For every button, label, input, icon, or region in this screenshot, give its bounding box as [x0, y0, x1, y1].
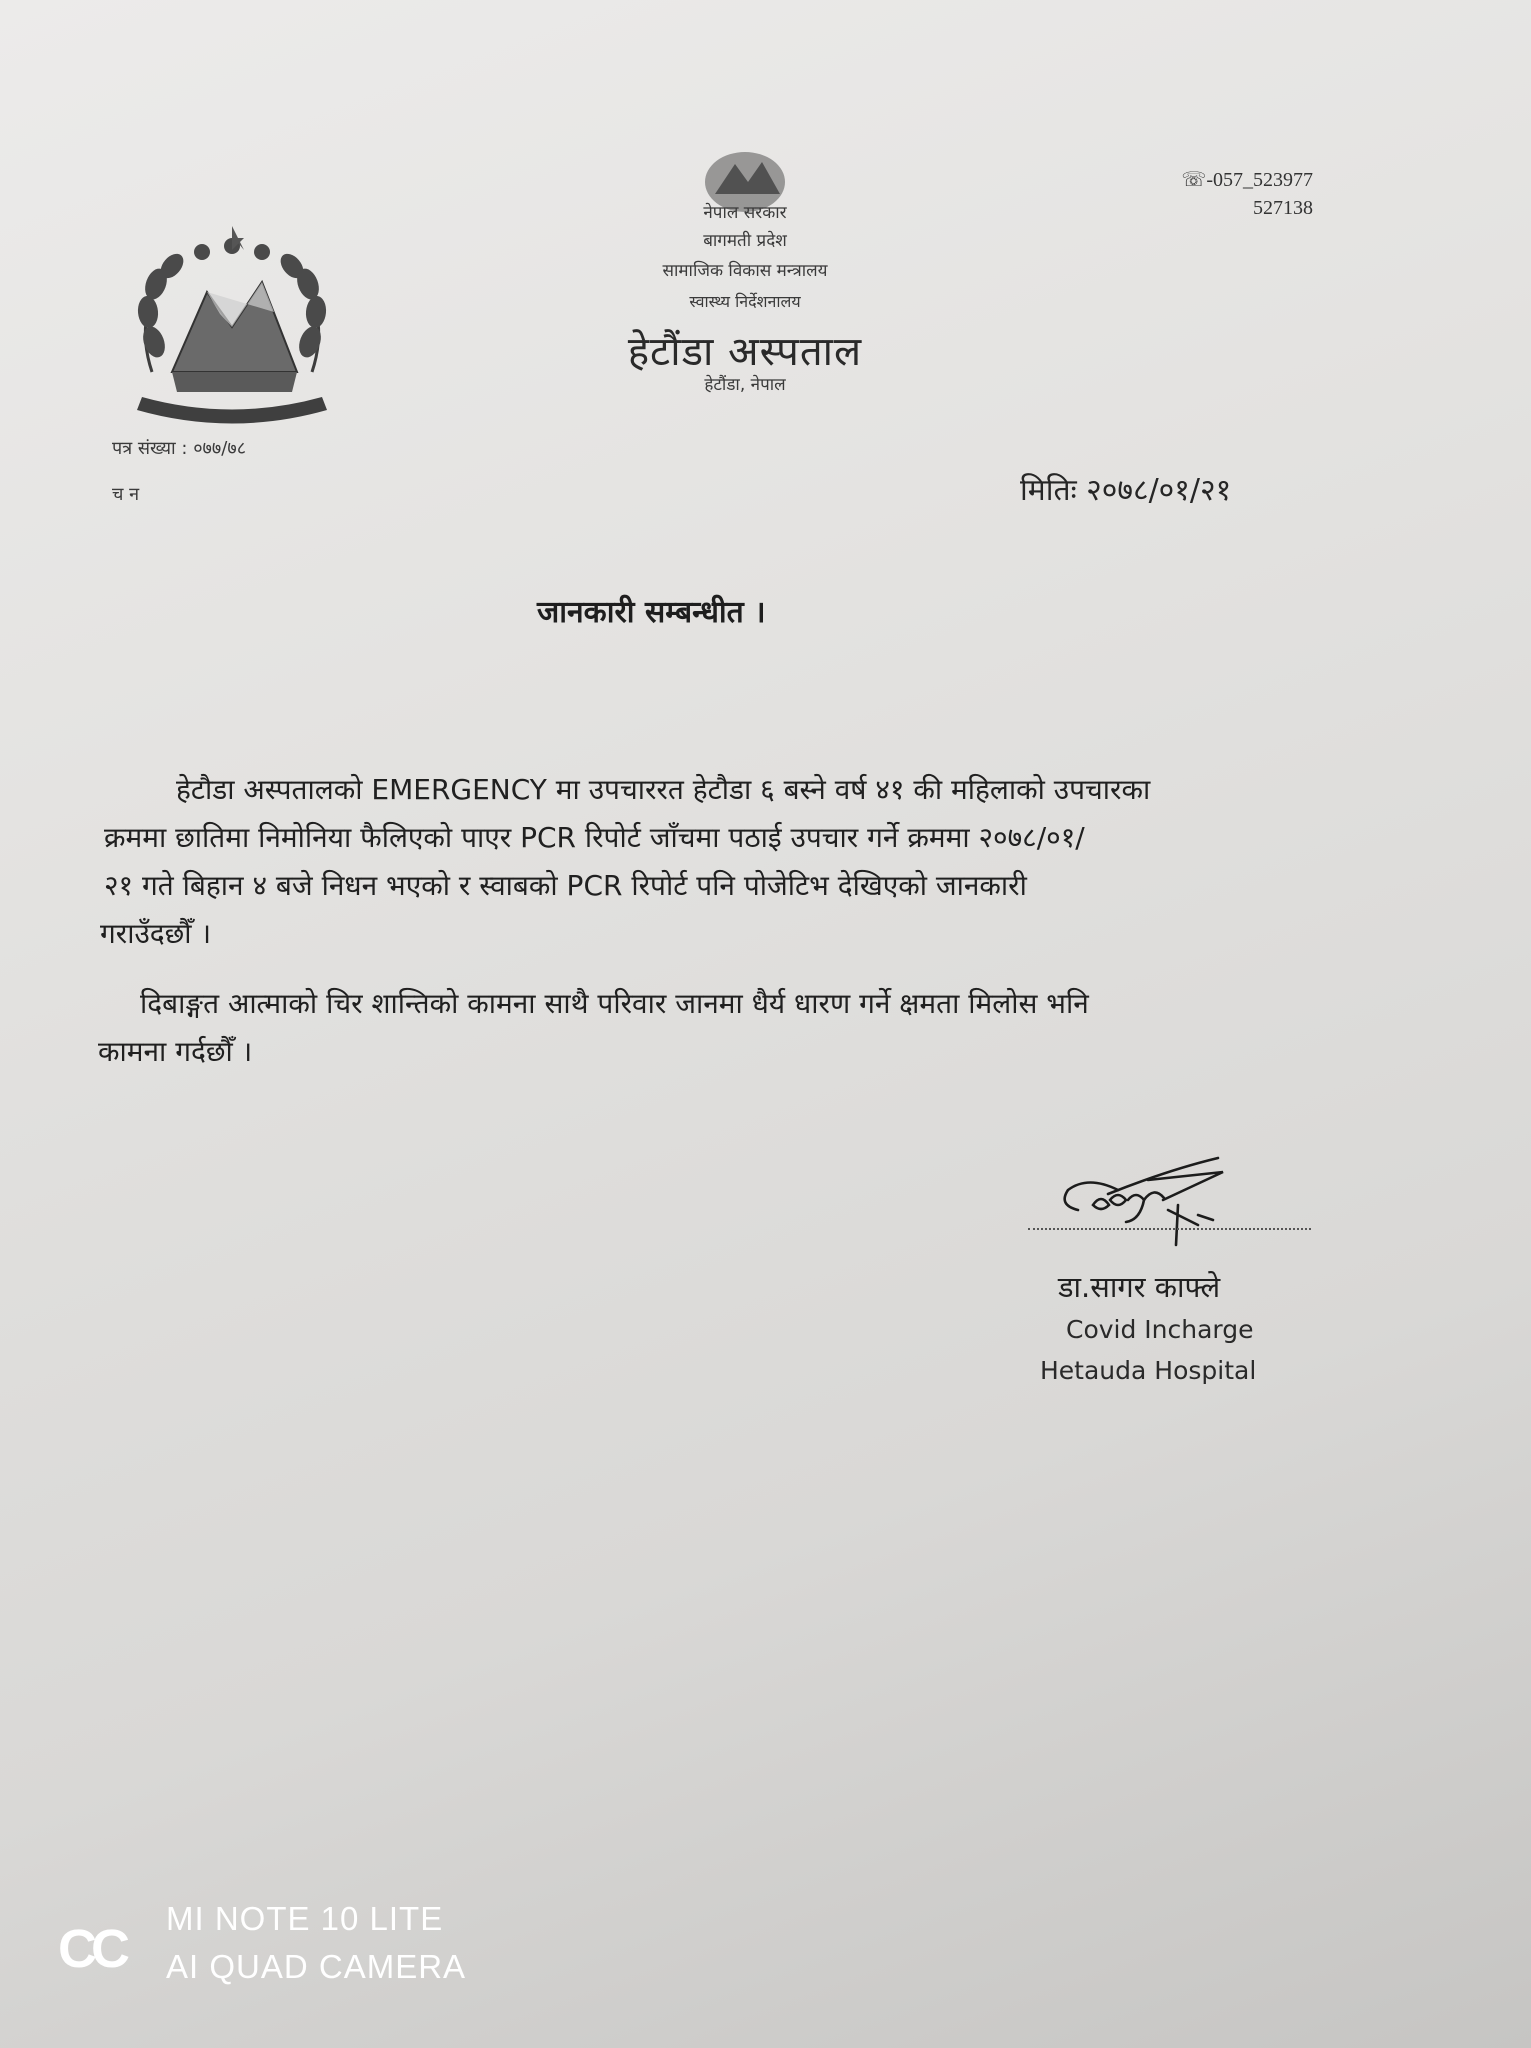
letter-subject: जानकारी सम्बन्धीत ।	[537, 595, 766, 630]
phone-line-1: ☏-057_523977	[1181, 169, 1313, 191]
camera-tagline: AI QUAD CAMERA	[166, 1948, 467, 1985]
letter-date: मितिः २०७८/०१/२१	[1020, 473, 1232, 508]
phone-numbers	[1181, 166, 1313, 222]
handwritten-signature-icon	[1048, 1150, 1238, 1260]
camera-model: MI NOTE 10 LITE	[166, 1900, 444, 1937]
paragraph-2-line-1: दिबाङ्गत आत्माको चिर शान्तिको कामना साथै परिवार जानमा धैर्य धारण गर्ने क्षमता मिलोस भनि	[140, 987, 1089, 1020]
signatory-name: डा.सागर काफ्ले	[1058, 1270, 1221, 1304]
hospital-address: हेटौंडा, नेपाल	[704, 375, 786, 395]
hospital-name: हेटौंडा अस्पताल	[627, 329, 863, 375]
phone-line-2: 527138	[1253, 197, 1313, 219]
reference-number: पत्र संख्या : ०७७/७८	[112, 438, 247, 459]
nepal-emblem-icon	[112, 222, 352, 432]
signatory-role: Covid Incharge	[1066, 1315, 1254, 1344]
signatory-organization: Hetauda Hospital	[1040, 1356, 1257, 1385]
paragraph-1-line-2: क्रममा छातिमा निमोनिया फैलिएको पाएर PCR रिपोर्ट जाँचमा पठाई उपचार गर्ने क्रममा २०७८/०१/	[104, 821, 1085, 854]
seal-line-4: स्वास्थ्य निर्देशनालय	[689, 292, 801, 311]
paragraph-1-line-4: गराउँदछौँ ।	[100, 917, 212, 950]
seal-line-2: बागमती प्रदेश	[703, 231, 787, 251]
signature-line	[1028, 1228, 1311, 1230]
paragraph-1-line-3: २१ गते बिहान ४ बजे निधन भएको र स्वाबको PCR रिपोर्ट पनि पोजेटिभ देखिएको जानकारी	[104, 869, 1027, 902]
camera-logo: CC	[58, 1919, 124, 1979]
paragraph-2-line-2: कामना गर्दछौँ ।	[98, 1035, 253, 1068]
dispatch-number: च न	[112, 484, 140, 505]
seal-line-3: सामाजिक विकास मन्त्रालय	[662, 261, 828, 281]
camera-watermark	[58, 1896, 498, 1996]
hospital-seal	[600, 140, 890, 410]
seal-line-1: नेपाल सरकार	[703, 203, 787, 223]
paragraph-1-line-1: हेटौडा अस्पतालको EMERGENCY मा उपचाररत हेटौडा ६ बस्ने वर्ष ४१ की महिलाको उपचारका	[176, 773, 1151, 806]
